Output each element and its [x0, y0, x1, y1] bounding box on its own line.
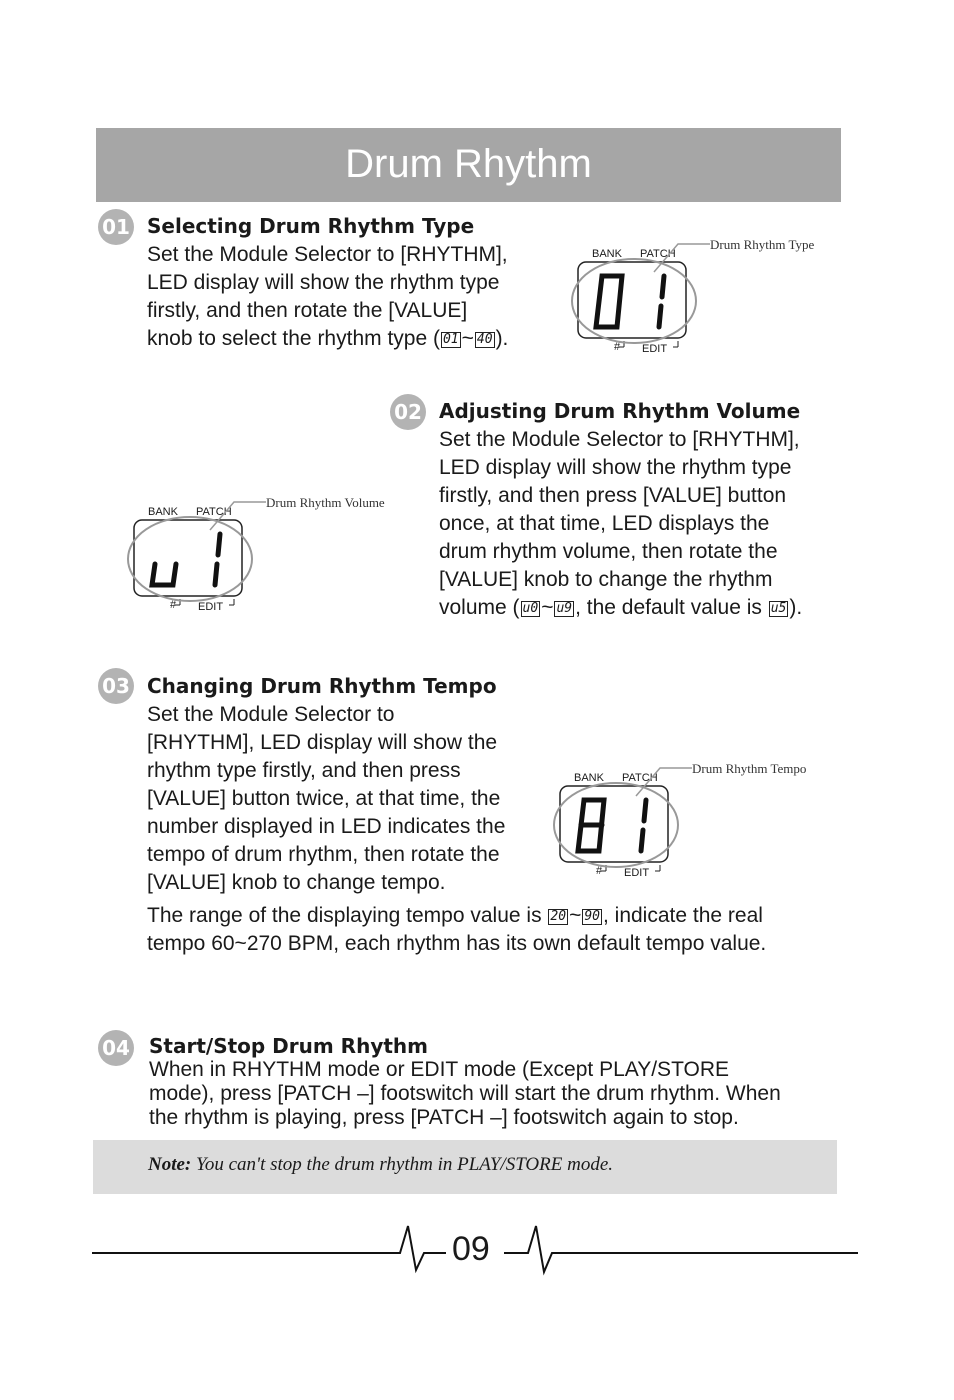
body-line-text: volume ( [439, 596, 520, 619]
led-value-icon: 01 [442, 332, 459, 347]
section-body [147, 701, 505, 897]
section-heading: Adjusting Drum Rhythm Volume [439, 399, 801, 423]
body-line [147, 902, 766, 930]
led-value-icon: 20 [550, 909, 567, 924]
led-caption: Drum Rhythm Type [710, 237, 815, 252]
body-line: tempo of drum rhythm, then rotate the [147, 843, 500, 866]
led-edit-label: EDIT [642, 343, 668, 355]
body-line: mode), press [PATCH –] footswitch will start the drum rhythm. When [149, 1082, 781, 1105]
led-bank-label: BANK [592, 248, 622, 260]
body-line: drum rhythm volume, then rotate the [439, 540, 778, 563]
body-line: LED display will show the rhythm type [147, 271, 500, 294]
led-display-diagram [126, 488, 406, 618]
body-line: LED display will show the rhythm type [439, 456, 792, 479]
range-close: ). [495, 327, 509, 350]
range-separator: ~ [541, 596, 554, 619]
range-separator: ~ [461, 327, 474, 350]
led-hash-label: # [614, 341, 621, 353]
body-line: [VALUE] knob to change tempo. [147, 871, 446, 894]
body-line: Set the Module Selector to [RHYTHM], [439, 428, 800, 451]
led-caption: Drum Rhythm Volume [266, 495, 385, 510]
body-line: tempo 60~270 BPM, each rhythm has its own default tempo value. [147, 932, 767, 955]
led-edit-label: EDIT [624, 867, 650, 879]
body-line [147, 325, 508, 353]
led-value-icon: u0 [522, 601, 539, 616]
section-number-badge: 02 [390, 394, 426, 430]
body-line-text: The range of the displaying tempo value is [147, 904, 548, 927]
page-number: 09 [452, 1230, 490, 1268]
body-line: number displayed in LED indicates the [147, 815, 506, 838]
note-body: You can't stop the drum rhythm in PLAY/STORE mode. [191, 1154, 614, 1175]
section-body [149, 1058, 781, 1130]
body-line: rhythm type firstly, and then press [147, 759, 461, 782]
body-line: [VALUE] knob to change the rhythm [439, 568, 773, 591]
led-display-icon [552, 754, 832, 884]
led-value-icon: 40 [476, 332, 493, 347]
body-line: Set the Module Selector to [147, 703, 395, 726]
page-title: Drum Rhythm [345, 142, 592, 186]
section-number-badge: 04 [98, 1030, 134, 1066]
section-body-extra [147, 902, 766, 958]
led-display-icon [126, 488, 406, 618]
section-heading: Start/Stop Drum Rhythm [149, 1034, 428, 1058]
body-line: Set the Module Selector to [RHYTHM], [147, 243, 508, 266]
section-number-badge: 03 [98, 668, 134, 704]
body-line-text: knob to select the rhythm type ( [147, 327, 440, 350]
led-hash-label: # [170, 599, 177, 611]
led-patch-label: PATCH [640, 248, 676, 260]
body-line-text: , indicate the real [602, 904, 763, 927]
body-line: once, at that time, LED displays the [439, 512, 770, 535]
body-line: firstly, and then press [VALUE] button [439, 484, 787, 507]
led-bank-label: BANK [574, 772, 604, 784]
section-number-badge: 01 [98, 209, 134, 245]
note-label: Note: [148, 1154, 192, 1175]
led-bank-label: BANK [148, 506, 178, 518]
led-patch-label: PATCH [196, 506, 232, 518]
range-close: ). [789, 596, 803, 619]
section-heading: Changing Drum Rhythm Tempo [147, 674, 497, 698]
body-line: When in RHYTHM mode or EDIT mode (Except PLAY/STORE [149, 1058, 730, 1081]
led-display-icon [570, 230, 840, 360]
body-line: [RHYTHM], LED display will show the [147, 731, 498, 754]
led-display-diagram [570, 230, 840, 360]
note-text [148, 1154, 613, 1176]
body-line: [VALUE] button twice, at that time, the [147, 787, 501, 810]
note-box [93, 1140, 837, 1194]
body-line: firstly, and then rotate the [VALUE] [147, 299, 468, 322]
section-body [439, 426, 802, 622]
title-bar [96, 128, 841, 202]
section-body [147, 241, 508, 353]
body-line-text: , the default value is [575, 596, 768, 619]
body-line: the rhythm is playing, press [PATCH –] footswitch again to stop. [149, 1106, 739, 1129]
led-value-icon: 90 [584, 909, 600, 924]
led-value-icon: u9 [556, 601, 573, 616]
led-caption: Drum Rhythm Tempo [692, 761, 807, 776]
led-display-diagram [552, 754, 832, 884]
led-edit-label: EDIT [198, 601, 224, 613]
section-heading: Selecting Drum Rhythm Type [147, 214, 475, 238]
body-line [439, 594, 802, 622]
led-hash-label: # [596, 865, 603, 877]
led-patch-label: PATCH [622, 772, 658, 784]
led-value-icon: u5 [770, 601, 787, 616]
range-separator: ~ [569, 904, 582, 927]
